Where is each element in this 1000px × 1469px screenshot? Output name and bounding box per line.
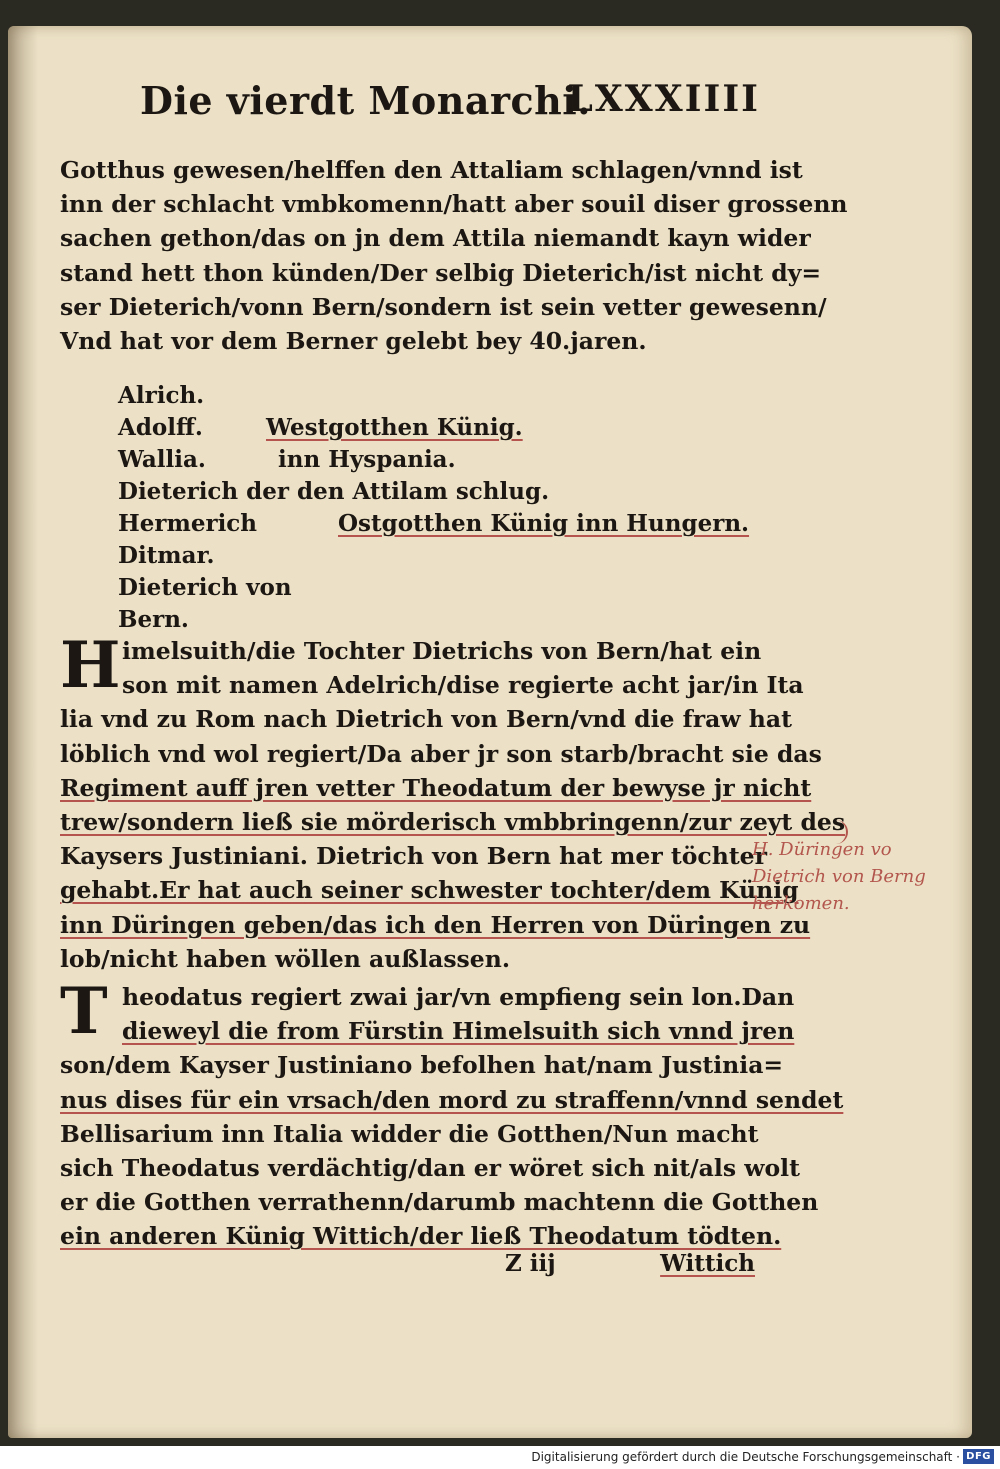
- king-name: Wallia.: [118, 446, 206, 473]
- marginal-line: H. Düringen vo: [752, 839, 892, 860]
- text-line: sich Theodatus verdächtig/dan er wöret sich nit/als wolt: [60, 1153, 800, 1182]
- list-item: [118, 572, 768, 604]
- list-item: [118, 604, 768, 636]
- gutter-shadow: [8, 26, 38, 1438]
- list-item: [118, 540, 768, 572]
- text-line: Vnd hat vor dem Berner gelebt bey 40.jaren.: [60, 326, 647, 355]
- funding-credit: Digitalisierung gefördert durch die Deutsche Forschungsgemeinschaft ·: [531, 1450, 960, 1464]
- kingdom-label: inn Hyspania.: [278, 446, 456, 473]
- text-line: son/dem Kayser Justiniano befolhen hat/nam Justinia=: [60, 1051, 784, 1080]
- list-item: [118, 380, 768, 412]
- king-name: Hermerich: [118, 510, 258, 537]
- paragraph-3: [60, 974, 844, 1254]
- text-line: Bellisarium inn Italia widder die Gotthen/Nun macht: [60, 1119, 759, 1148]
- text-line: inn der schlacht vmbkomenn/hatt aber souil diser grossenn: [60, 190, 848, 219]
- signature-mark: Z iij: [505, 1250, 556, 1277]
- text-line: gehabt.Er hat auch seiner schwester tochter/dem Künig: [60, 876, 799, 905]
- running-title: Die vierdt Monarchi.: [140, 78, 591, 123]
- dfg-logo: DFG: [963, 1449, 994, 1464]
- text-line: stand hett thon künden/Der selbig Dieterich/ist nicht dy=: [60, 258, 822, 287]
- catchword: Wittich: [660, 1250, 755, 1277]
- text-line: heodatus regiert zwai jar/vn empfieng sein lon.Dan: [122, 983, 795, 1011]
- text-line: trew/sondern ließ sie mörderisch vmbbringenn/zur zeyt des: [60, 807, 846, 836]
- list-item: [118, 412, 768, 444]
- drop-cap: H: [60, 628, 121, 703]
- king-name: Dieterich der den Attilam schlug.: [118, 478, 550, 505]
- text-line: löblich vnd wol regiert/Da aber jr son starb/bracht sie das: [60, 739, 822, 768]
- text-line: Kaysers Justiniani. Dietrich von Bern hat mer töchter: [60, 842, 768, 871]
- text-line: ser Dieterich/vonn Bern/sondern ist sein vetter gewesenn/: [60, 292, 827, 321]
- marginal-line: herkomen.: [752, 893, 850, 914]
- text-line: er die Gotthen verrathenn/darumb machtenn die Gotthen: [60, 1188, 819, 1217]
- kingdom-label: Ostgotthen Künig inn Hungern.: [338, 510, 750, 537]
- text-line: nus dises für ein vrsach/den mord zu straffenn/vnnd sendet: [60, 1085, 844, 1114]
- paragraph-1: [60, 153, 848, 358]
- text-line: Regiment auff jren vetter Theodatum der bewyse jr nicht: [60, 773, 812, 802]
- drop-cap: T: [60, 974, 108, 1049]
- list-item: [118, 444, 768, 476]
- text-line: sachen gethon/das on jn dem Attila niemandt kayn wider: [60, 224, 811, 253]
- marginal-note: [752, 836, 962, 917]
- text-line: Gotthus gewesen/helffen den Attaliam schlagen/vnnd ist: [60, 156, 803, 184]
- list-item: [118, 476, 768, 508]
- kings-list: [118, 380, 768, 636]
- king-name: Alrich.: [118, 382, 205, 409]
- king-name: Adolff.: [118, 414, 203, 441]
- kingdom-label: Westgotthen Künig.: [266, 414, 523, 441]
- footer-bar: [0, 1446, 1000, 1469]
- text-line: ein anderen Künig Wittich/der ließ Theodatum tödten.: [60, 1222, 782, 1251]
- marginal-line: Dietrich von Berng: [752, 866, 926, 887]
- catchline: [505, 1250, 755, 1284]
- text-line: imelsuith/die Tochter Dietrichs von Bern/hat ein: [122, 637, 762, 665]
- list-item: [118, 508, 768, 540]
- text-line: lob/nicht haben wöllen außlassen.: [60, 944, 510, 973]
- folio-number: LXXXIIII: [567, 78, 760, 120]
- king-name: Bern.: [118, 606, 189, 633]
- text-line: son mit namen Adelrich/dise regierte acht jar/in Ita: [122, 671, 804, 700]
- text-line: inn Düringen geben/das ich den Herren von Düringen zu: [60, 910, 811, 939]
- page-header: [140, 78, 760, 138]
- text-line: lia vnd zu Rom nach Dietrich von Bern/vnd die fraw hat: [60, 705, 792, 734]
- text-line: dieweyl die from Fürstin Himelsuith sich vnnd jren: [122, 1017, 795, 1046]
- king-name: Ditmar.: [118, 542, 215, 569]
- king-name: Dieterich von: [118, 574, 292, 601]
